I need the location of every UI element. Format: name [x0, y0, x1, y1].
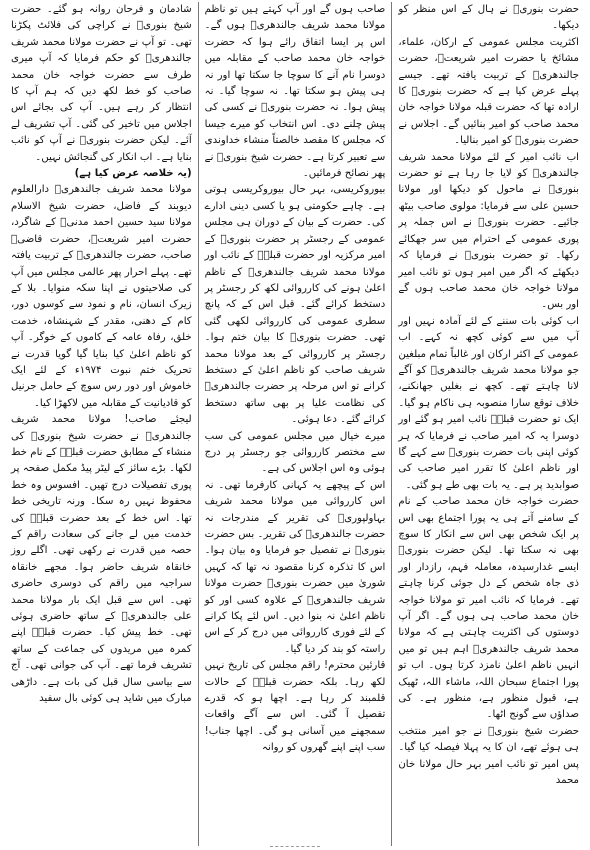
text-column-right: [392, 2, 585, 846]
paragraph: اکثریت مجلس عمومی کے ارکان، علماء، مشائخ یا حضرت امیر شریعتؒ، حضرت جالندھریؒ کے تربیت یافتہ تھے۔ جیسے پہلے عرض کیا ہے کہ حضرت بنوریؒ کا ارادہ تھا کہ حضرت قبلہ مولانا خواجہ خان محمد صاحب کو امیر بنائیں گے۔ اجلاس نے حضرت بنوریؒ کو امیر بنالیا۔: [398, 36, 579, 147]
page-footer: [0, 846, 590, 850]
paragraph: مولانا محمد شریف جالندھریؒ دارالعلوم دیوبند کے فاضل، حضرت شیخ الاسلام مولانا سید حسین احمد مدنیؒ کے شاگرد، حضرت امیر شریعتؒ، حضرت قاضیؒ صاحب، حضرت جالندھریؒ کے تربیت یافتہ تھے۔ پہلے احرار پھر عالمی مجلس میں آپ کی صلاحیتوں نے اپنا سکہ منوایا۔ بلا کے زیرک انسان، نام و نمود سے کوسوں دور، کام کے دھنی، مقدر کے شہنشاہ، خدمت خلق، رفاہ عامہ کے کاموں کے خوگر۔ آپ کو ناظم اعلیٰ کیا بنایا گیا گویا قدرت نے تحریک ختم نبوت ۱۹۷۴ء کے لئے ایک خاموش اور دور رس سوچ کے حامل جرنیل کو قادیانیت کے مقابلہ میں لاکھڑا کیا۔: [10, 184, 192, 409]
paragraph: قارئین محترم! راقم مجلس کی تاریخ نہیں لکھ رہا۔ بلکہ حضرت قبلہؒ کے حالات قلمبند کر رہا ہے۔ اچھا ہو کہ قدرے تفصیل آ گئی۔ اس سے آگے واقعات سمجھنے میں آسانی ہو گی۔ اچھا جناب! سب اپنے اپنے گھروں کو روانہ: [204, 660, 386, 754]
paragraph: اب کوئی بات سننے کے لئے آمادہ نہیں اور آپ میں سے کوئی کچھ نہ کہے۔ اب عمومی کے اکثر ارکان اور غالباً تمام مبلغین جو مولانا محمد شریف جالندھریؒ کو آگے لانا چاہتے تھے۔ کچھ نے بغلیں جھانکنے، خلاف توقع سارا منصوبہ ہی ناکام ہو گیا۔ ایک تو حضرت قبلہؒ نائب امیر ہو گئے اور دوسرا یہ کہ امیر صاحب نے فرمایا کہ ہر کوئی اپنی بات حضرت بنوریؒ سے کہے گا اور ناظم اعلیٰ کا تقرر امیر صاحب کی صوابدید پر ہے۔ یہ بات بھی طے ہو گئی۔: [398, 315, 579, 491]
paragraph: صاحب ہوں گے اور آپ کہتے ہیں تو ناظم مولانا محمد شریف جالندھریؒ ہوں گے۔ اس پر ایسا اتفاق رائے ہوا کہ حضرت خواجہ خان محمد صاحب کے مقابلہ میں دوسرا نام آنے کا سوچا جا سکتا تھا اور نہ ہی پیش ہو سکتا تھا۔ نہ سوچا گیا۔ نہ پیش ہوا۔ نہ حضرت بنوریؒ نے کسی کی پیش چلنے دی۔ اس انتخاب کو میرے جیسا کہ مجلس کا مقصد خالصتاً منشاء خداوندی سے تعبیر کرتا ہے۔ حضرت شیخ بنوریؒ نے پھر نصائح فرمائیں۔: [204, 4, 386, 180]
paragraph: شادمان و فرحان روانہ ہو گئے۔ حضرت شیخ بنوریؒ نے کراچی کی فلائٹ پکڑنا تھی۔ تو آپ نے حضرت مولانا محمد شریف جالندھریؒ کو حکم فرمایا کہ آپ میری طرف سے حضرت خواجہ خان محمد صاحب کو خط لکھ دیں کہ ہم آپ کا انتظار کر رہے ہیں۔ آپ کی بجائے اس اجلاس میں تاخیر کی گئی۔ آپ تشریف لے آئے۔ لیکن حضرت بنوریؒ نے آپ کو نائب بنایا ہے۔ اب انکار کی گنجائش نہیں۔: [10, 4, 192, 163]
paragraph: اب نائب امیر کے لئے مولانا محمد شریف جالندھریؒ کو لایا جا رہا ہے تو حضرت بنوریؒ نے ماحول کو دیکھا اور مولانا حسین علی سے فرمایا: مولوی صاحب بیٹھ جائیے۔ حضرت بنوریؒ نے اس جملہ پر پوری عمومی کے احترام میں سر جھکائے رکھا۔ تو حضرت بنوریؒ نے فرمایا کہ دیکھئے کہ اگر میں امیر ہوں تو نائب امیر مولانا خواجہ خان محمد صاحب ہوں گے اور بس۔: [398, 151, 579, 311]
text-column-middle: [199, 2, 393, 846]
paragraph: میرے خیال میں مجلس عمومی کی سب سے مختصر کارروائی جو رجسٹر پر درج ہوئی وہ اس اجلاس کی ہے۔: [204, 430, 386, 475]
text-column-left: [5, 2, 199, 846]
paragraph: حضرت بنوریؒ نے ہال کے اس منظر کو دیکھا۔: [398, 4, 579, 32]
paragraph: حضرت شیخ بنوریؒ نے جو امیر منتخب ہی ہوئے تھے، ان کا یہ پہلا فیصلہ کیا گیا۔ پس امیر تو نائب امیر بہر حال مولانا خان محمد: [398, 725, 579, 787]
paragraph: اس کے پیچھے یہ کہانی کارفرما تھی۔ نہ اس کارروائی میں مولانا محمد شریف بہاولپوریؒ کی تقریر کے مندرجات نہ حضرت جالندھریؒ کی تقریر۔ بس حضرت بنوریؒ نے تفصیل جو فرمایا وہ بیان ہوا۔ اس کا تذکرہ کرنا مقصود نہ تھا کہ کہیں شوریٰ میں حضرت بنوریؒ حضرت مولانا شریف جالندھریؒ کے علاوہ کسی اور کو ناظم اعلیٰ نہ بنوا دیں۔ اس لئے پکا کرانے کے لئے فوری کارروائی میں درج کر کے اس راستہ کو بند کر دیا گیا۔: [204, 479, 386, 655]
footer-divider: [270, 846, 320, 850]
paragraph: (یہ خلاصہ عرض کیا ہے): [74, 168, 192, 180]
paragraph: بیوروکریسی، بہر حال بیوروکریسی ہوتی ہے۔ چاہے حکومتی ہو یا کسی دینی ادارے کی۔ حضرت کے بیان کے دوران ہی مجلس عمومی کے رجسٹر پر حضرت بنوریؒ کے امیر مرکزیہ اور حضرت قبلہؒ کے نائب اور مولانا محمد شریف جالندھریؒ کے ناظم اعلیٰ ہونے کی کارروائی لکھ کر رجسٹر پر دستخط کرائے گئے۔ قبل اس کے کہ پانچ سطری عمومی کی کارروائی لکھی گئی تھی۔ حضرت بنوریؒ کا بیان ختم ہوا۔ رجسٹر پر کارروائی کے بعد مولانا محمد شریف صاحب کو ناظم اعلیٰ کے دستخط کرانے تو اس مرحلہ پر حضرت جالندھریؒ کی نظامت علیا پر بھی ساتھ دستخط کرائے گئے۔ دعا ہوئی۔: [204, 184, 386, 426]
paragraph: حضرت خواجہ خان محمد صاحب کے نام کے سامنے آتے ہی یہ پورا اجتماع بھی اس پر ایک شخص بھی اس سے انکار کا سوچ بھی نہ سکتا تھا۔ لیکن حضرت بنوریؒ ایسے غدارسیدہ، معاملہ فہم، رازدار اور ذی جاہ شخص کے دل جوئی کرنا چاہتے تھے۔ فرمایا کہ نائب امیر تو مولانا خواجہ خان محمد صاحب ہی ہوں گے۔ اگر آپ دوستوں کی اکثریت چاہتی ہے کہ مولانا محمد شریف جالندھریؒ اہم ہیں تو میں انہیں ناظم اعلیٰ نامزد کرتا ہوں۔ اب تو پورا اجتماع سبحان اللہ، ماشاء اللہ، ٹھیک ہے، قبول منظور ہے، منظور ہے۔ کی صداؤں سے گونج اٹھا۔: [398, 496, 579, 721]
paragraph: لیجئے صاحب! مولانا محمد شریف جالندھریؒ نے حضرت شیخ بنوریؒ کی منشاء کے مطابق حضرت قبلہؒ کے نام خط لکھا۔ بڑے سائز کے لیٹر پیڈ مکمل صفحہ پر پوری تفصیلات درج تھیں۔ افسوس وہ خط محفوظ نہیں رہ سکا۔ ورنہ تاریخی خط تھا۔ اس خط کے بعد حضرت قبلہؒ کی خدمت میں لے جانے کی سعادت راقم کے حصہ میں قدرت نے رکھی تھی۔ اگلے روز خانقاہ شریف حاضر ہوا۔ مجھے خانقاہ سراجیہ میں راقم کی دوسری حاضری تھی۔ اس سے قبل ایک بار مولانا محمد علی جالندھریؒ کے ساتھ حاضری ہوئی تھی۔ خط پیش کیا۔ حضرت قبلہؒ اپنے کمرہ میں مریدوں کی جماعت کے ساتھ تشریف فرما تھے۔ آپ کی جوانی تھی۔ آج سے بیاسی سال قبل کی بات ہے۔ داڑھی مبارک میں شاید ہی کوئی بال سفید: [10, 414, 192, 705]
